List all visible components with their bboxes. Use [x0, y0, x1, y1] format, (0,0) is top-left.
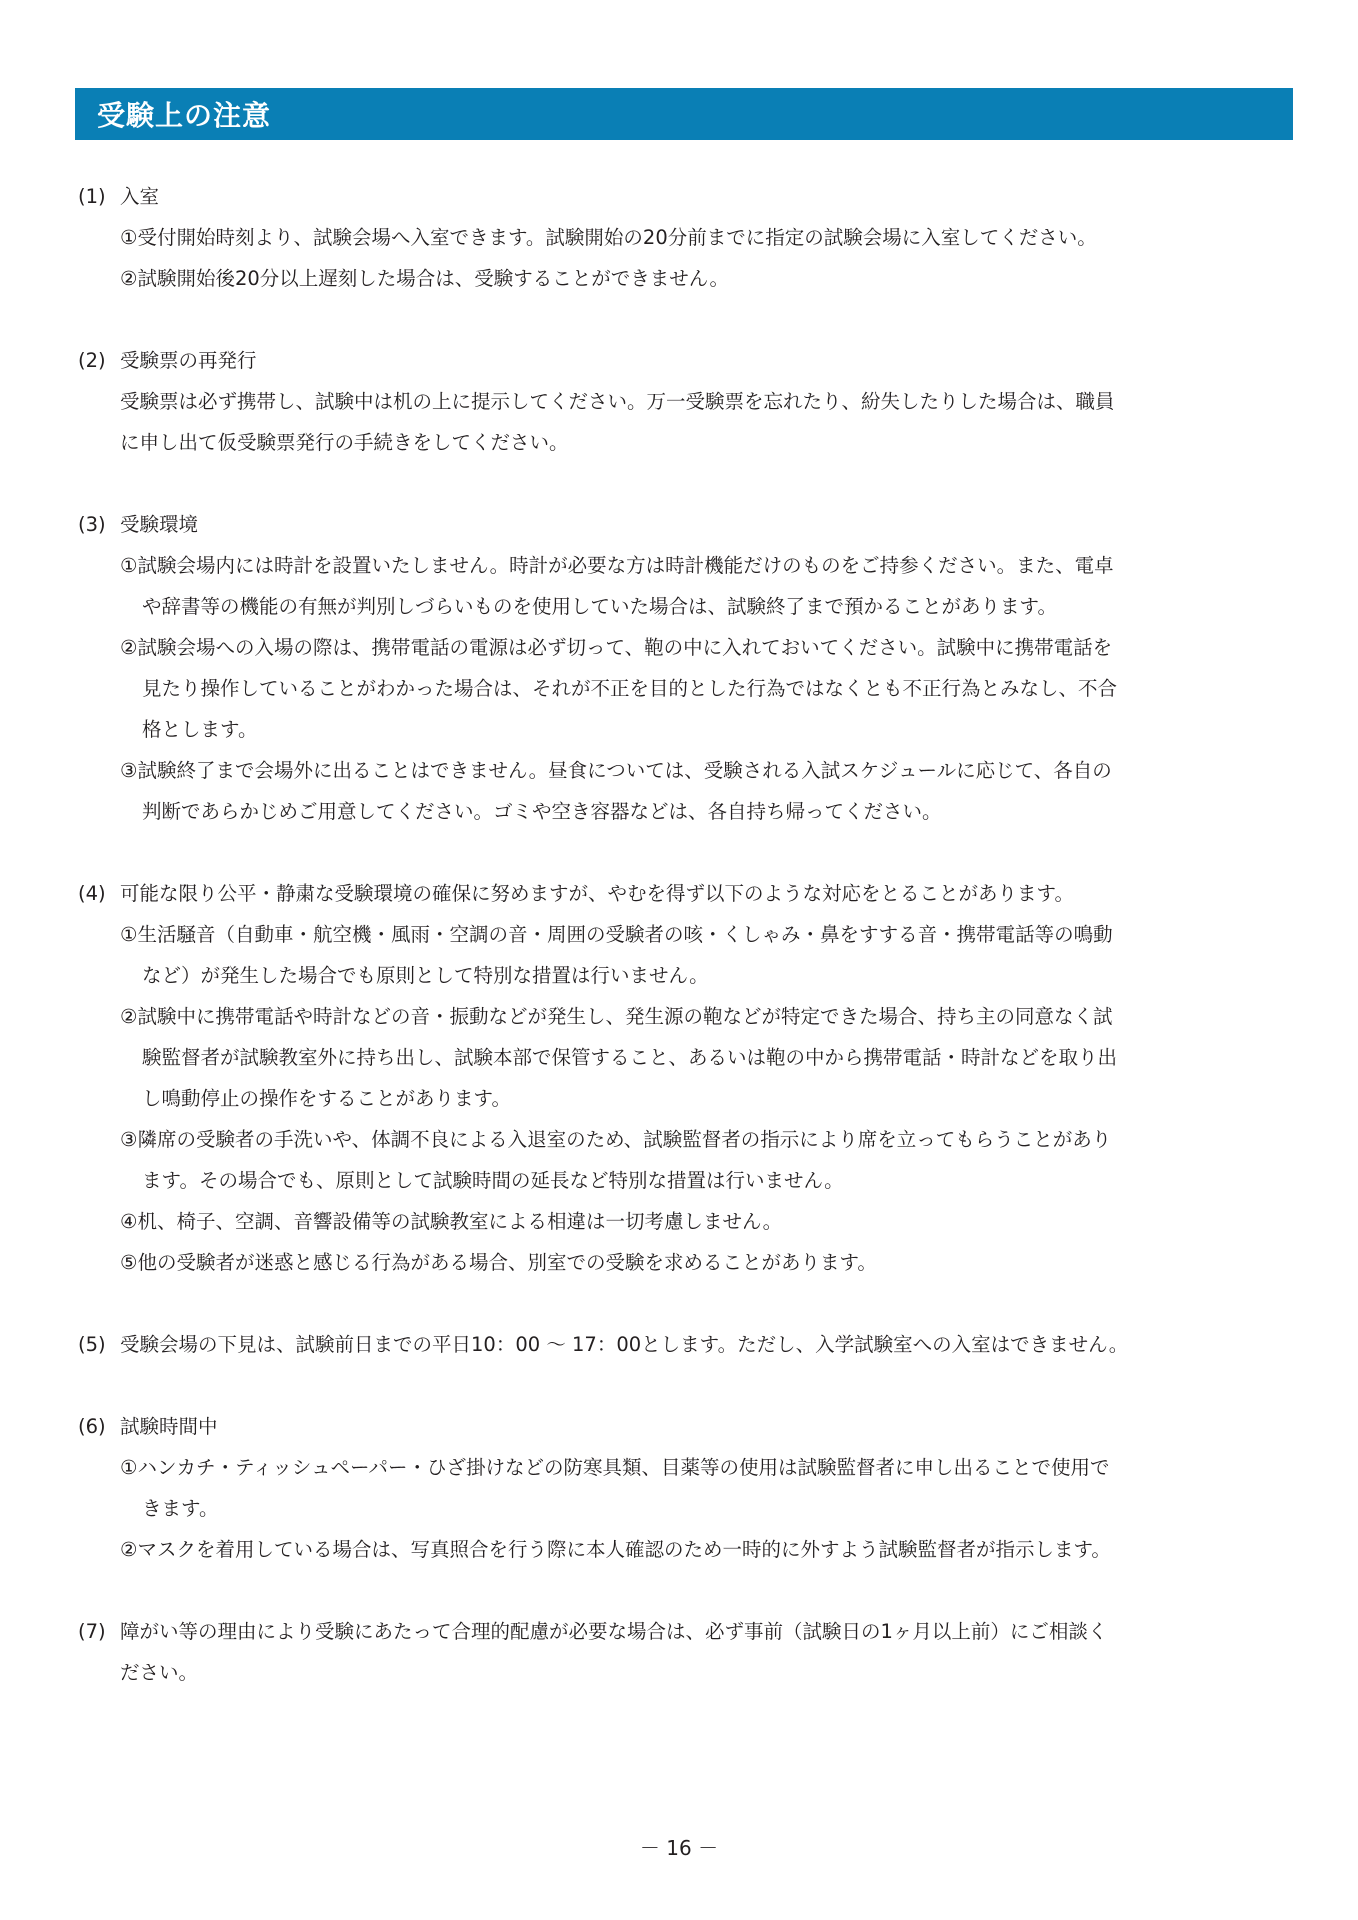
section-number: (3)	[78, 513, 106, 536]
notice-section	[78, 1611, 1296, 1693]
notice-text-line: 見たり操作していることがわかった場合は、それが不正を目的とした行為ではなくとも不正行為とみなし、不合	[142, 677, 1118, 700]
section-number: (4)	[78, 882, 106, 905]
notice-text-line: し鳴動停止の操作をすることがあります。	[142, 1087, 511, 1110]
notice-item: ①生活騒音（自動車・航空機・風雨・空調の音・周囲の受験者の咳・くしゃみ・鼻をすする音・携帯電話等の鳴動	[120, 923, 1113, 946]
notice-text-line: や辞書等の機能の有無が判別しづらいものを使用していた場合は、試験終了まで預かることがあります。	[142, 595, 1057, 618]
section-number: (6)	[78, 1415, 106, 1438]
notice-text-line: ださい。	[120, 1661, 199, 1684]
notice-section	[78, 340, 1296, 463]
notice-text-line: 験監督者が試験教室外に持ち出し、試験本部で保管すること、あるいは鞄の中から携帯電話・時計などを取り出	[142, 1046, 1118, 1069]
notice-section	[78, 504, 1296, 832]
section-title: 受験票の再発行	[120, 349, 257, 372]
notice-item: ④机、椅子、空調、音響設備等の試験教室による相違は一切考慮しません。	[120, 1210, 783, 1233]
notice-text-line: など）が発生した場合でも原則として特別な措置は行いません。	[142, 964, 709, 987]
notice-section	[78, 1406, 1296, 1570]
notice-text-line: 格とします。	[142, 718, 258, 741]
notice-item: ⑤他の受験者が迷惑と感じる行為がある場合、別室での受験を求めることがあります。	[120, 1251, 877, 1274]
notice-item: ①受付開始時刻より、試験会場へ入室できます。試験開始の20分前までに指定の試験会場に入室してください。	[120, 226, 1097, 249]
notice-section	[78, 873, 1296, 1283]
section-title: 入室	[120, 185, 160, 208]
notice-item: ②マスクを着用している場合は、写真照合を行う際に本人確認のため一時的に外すよう試験監督者が指示します。	[120, 1538, 1111, 1561]
notice-item: ③隣席の受験者の手洗いや、体調不良による入退室のため、試験監督者の指示により席を立ってもらうことがあり	[120, 1128, 1112, 1151]
section-heading	[78, 1406, 1296, 1447]
notice-item: ①ハンカチ・ティッシュペーパー・ひざ掛けなどの防寒具類、目薬等の使用は試験監督者に申し出ることで使用で	[120, 1456, 1110, 1479]
notice-item: ②試験開始後20分以上遅刻した場合は、受験することができません。	[120, 267, 729, 290]
notice-section	[78, 1324, 1296, 1365]
section-heading	[78, 504, 1296, 545]
section-heading	[78, 176, 1296, 217]
section-number: (5)	[78, 1333, 106, 1356]
section-title: 試験時間中	[120, 1415, 218, 1438]
section-header	[75, 88, 1293, 140]
notice-item: ①試験会場内には時計を設置いたしません。時計が必要な方は時計機能だけのものをご持参ください。また、電卓	[120, 554, 1114, 577]
section-heading	[78, 1324, 1296, 1365]
section-title: 受験環境	[120, 513, 199, 536]
notice-item: ③試験終了まで会場外に出ることはできません。昼食については、受験される入試スケジュールに応じて、各自の	[120, 759, 1112, 782]
section-title: 障がい等の理由により受験にあたって合理的配慮が必要な場合は、必ず事前（試験日の1ヶ月以上前）にご相談く	[120, 1620, 1108, 1643]
notice-text-line: に申し出て仮受験票発行の手続きをしてください。	[120, 431, 569, 454]
notice-section	[78, 176, 1296, 299]
section-heading	[78, 1611, 1296, 1652]
notice-text-line: 受験票は必ず携帯し、試験中は机の上に提示してください。万一受験票を忘れたり、紛失したりした場合は、職員	[120, 390, 1115, 413]
section-number: (7)	[78, 1620, 106, 1643]
section-number: (1)	[78, 185, 106, 208]
notice-text-line: きます。	[142, 1497, 219, 1520]
notice-text-line: ます。その場合でも、原則として試験時間の延長など特別な措置は行いません。	[142, 1169, 844, 1192]
section-title: 可能な限り公平・静粛な受験環境の確保に努めますが、やむを得ず以下のような対応をとることがあります。	[120, 882, 1074, 905]
notice-item: ②試験会場への入場の際は、携帯電話の電源は必ず切って、鞄の中に入れておいてください。試験中に携帯電話を	[120, 636, 1113, 659]
section-number: (2)	[78, 349, 106, 372]
notice-content	[78, 176, 1296, 1734]
notice-text-line: 判断であらかじめご用意してください。ゴミや空き容器などは、各自持ち帰ってください。	[142, 800, 942, 823]
header-title: 受験上の注意	[97, 99, 272, 132]
notice-item: ②試験中に携帯電話や時計などの音・振動などが発生し、発生源の鞄などが特定できた場合、持ち主の同意なく試	[120, 1005, 1113, 1028]
section-title: 受験会場の下見は、試験前日までの平日10：00 ～ 17：00とします。ただし、入学試験室への入室はできません。	[120, 1333, 1129, 1356]
page-number: － 16 －	[639, 1836, 719, 1860]
section-heading	[78, 340, 1296, 381]
section-heading	[78, 873, 1296, 914]
